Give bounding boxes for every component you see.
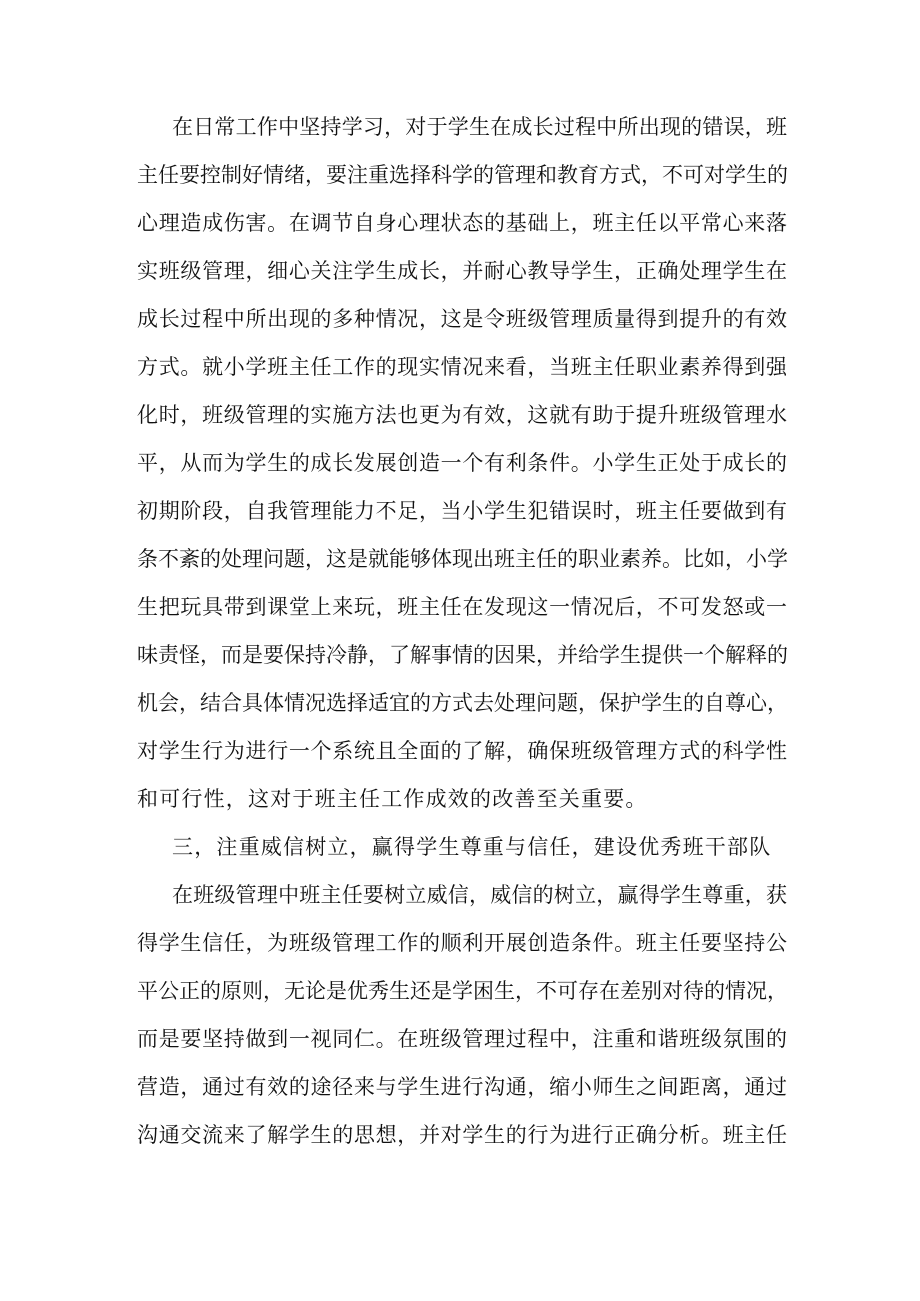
paragraph-1-line-1: 在日常工作中坚持学习，对于学生在成长过程中所出现的错误，班: [172, 115, 787, 139]
paragraph-1-line-3: 心理造成伤害。在调节自身心理状态的基础上，班主任以平常心来落: [137, 211, 787, 235]
paragraph-2-line-2: 得学生信任，为班级管理工作的顺利开展创造条件。班主任要坚持公: [137, 931, 787, 955]
paragraph-1-line-13: 机会，结合具体情况选择适宜的方式去处理问题，保护学生的自尊心，: [137, 691, 788, 715]
paragraph-1-line-4: 实班级管理，细心关注学生成长，并耐心教导学生，正确处理学生在: [137, 259, 787, 283]
paragraph-2-line-6: 沟通交流来了解学生的思想，并对学生的行为进行正确分析。班主任: [137, 1123, 787, 1147]
paragraph-1-line-15: 和可行性，这对于班主任工作成效的改善至关重要。: [137, 787, 648, 811]
paragraph-2-line-5: 营造，通过有效的途径来与学生进行沟通，缩小师生之间距离，通过: [137, 1075, 787, 1099]
paragraph-1-line-14: 对学生行为进行一个系统且全面的了解，确保班级管理方式的科学性: [137, 739, 787, 763]
section-heading: 三，注重威信树立，赢得学生尊重与信任，建设优秀班干部队: [172, 835, 772, 859]
paragraph-1-line-12: 味责怪，而是要保持冷静，了解事情的因果，并给学生提供一个解释的: [137, 643, 788, 667]
paragraph-1-line-11: 生把玩具带到课堂上来玩，班主任在发现这一情况后，不可发怒或一: [137, 595, 787, 619]
paragraph-1-line-10: 条不紊的处理问题，这是就能够体现出班主任的职业素养。比如，小学: [137, 547, 788, 571]
paragraph-1-line-2: 主任要控制好情绪，要注重选择科学的管理和教育方式，不可对学生的: [137, 163, 788, 187]
paragraph-1-line-5: 成长过程中所出现的多种情况，这是令班级管理质量得到提升的有效: [137, 307, 787, 331]
paragraph-2-line-4: 而是要坚持做到一视同仁。在班级管理过程中，注重和谐班级氛围的: [137, 1027, 787, 1051]
paragraph-1-line-6: 方式。就小学班主任工作的现实情况来看，当班主任职业素养得到强: [137, 355, 787, 379]
paragraph-1-line-8: 平，从而为学生的成长发展创造一个有利条件。小学生正处于成长的: [137, 451, 787, 475]
paragraph-2-line-3: 平公正的原则，无论是优秀生还是学困生，不可存在差别对待的情况，: [137, 979, 788, 1003]
paragraph-1-line-9: 初期阶段，自我管理能力不足，当小学生犯错误时，班主任要做到有: [137, 499, 787, 523]
paragraph-1-line-7: 化时，班级管理的实施方法也更为有效，这就有助于提升班级管理水: [137, 403, 787, 427]
paragraph-2-line-1: 在班级管理中班主任要树立威信，威信的树立，赢得学生尊重，获: [172, 883, 787, 907]
